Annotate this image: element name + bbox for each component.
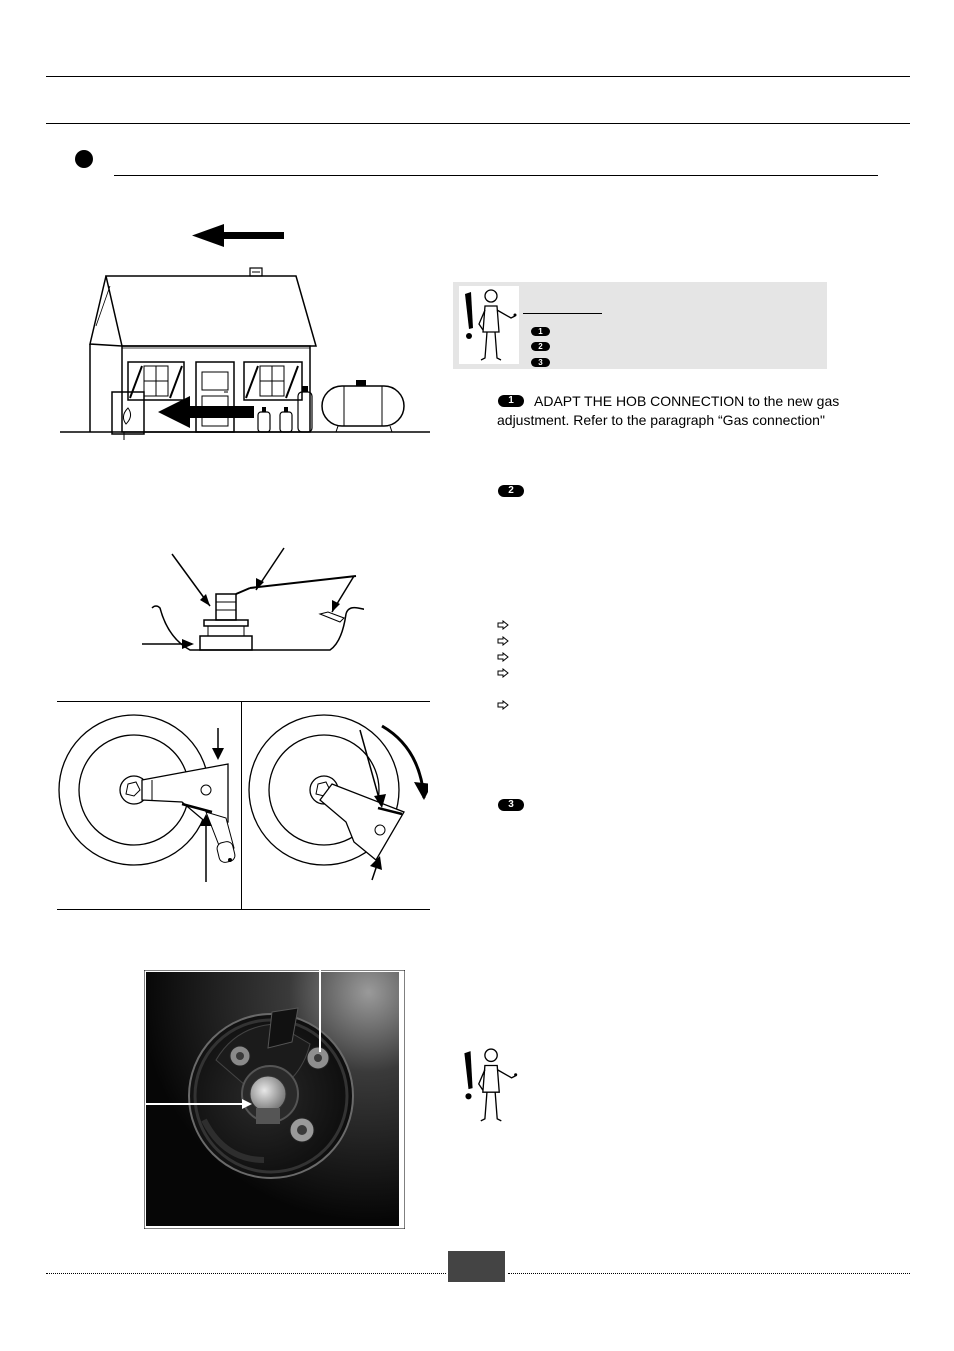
diagram-box-bottom	[57, 909, 430, 910]
page-number-tab	[448, 1251, 505, 1282]
step-3-badge: 3	[498, 799, 524, 811]
warning-item-2-badge: 2	[531, 342, 550, 351]
warning-man-icon	[459, 286, 519, 364]
warning-title-rule	[523, 313, 602, 314]
bullet-arrow-icon	[497, 668, 509, 678]
step-1-text	[497, 392, 857, 430]
burner-section-diagram	[138, 544, 364, 660]
bullet-arrow-icon	[497, 700, 509, 710]
bullet-arrow-icon	[497, 636, 509, 646]
warning-item-1-badge: 1	[531, 327, 550, 336]
header-bottom-rule	[46, 123, 910, 124]
tap-diagram-right	[246, 704, 428, 906]
house-illustration	[60, 264, 432, 442]
tap-photo	[144, 970, 405, 1229]
section-title-rule	[114, 175, 878, 176]
step-1-text-content: ADAPT THE HOB CONNECTION to the new gas adjustment. Refer to the paragraph “Gas connection"	[497, 393, 840, 428]
warning-man-icon	[457, 1045, 521, 1125]
footer-dotted-rule-left	[46, 1273, 446, 1274]
bullet-arrow-icon	[497, 652, 509, 662]
arrow-left-icon	[192, 224, 286, 248]
section-bullet	[75, 150, 93, 168]
step-1-badge: 1	[498, 395, 524, 407]
tap-diagram-left	[58, 704, 240, 906]
bullet-arrow-icon	[497, 620, 509, 630]
diagram-box-top	[57, 701, 430, 702]
diagram-box-divider	[241, 701, 242, 909]
header-top-rule	[46, 76, 910, 77]
step-2-badge: 2	[498, 485, 524, 497]
warning-item-3-badge: 3	[531, 358, 550, 367]
footer-dotted-rule-right	[508, 1273, 910, 1274]
